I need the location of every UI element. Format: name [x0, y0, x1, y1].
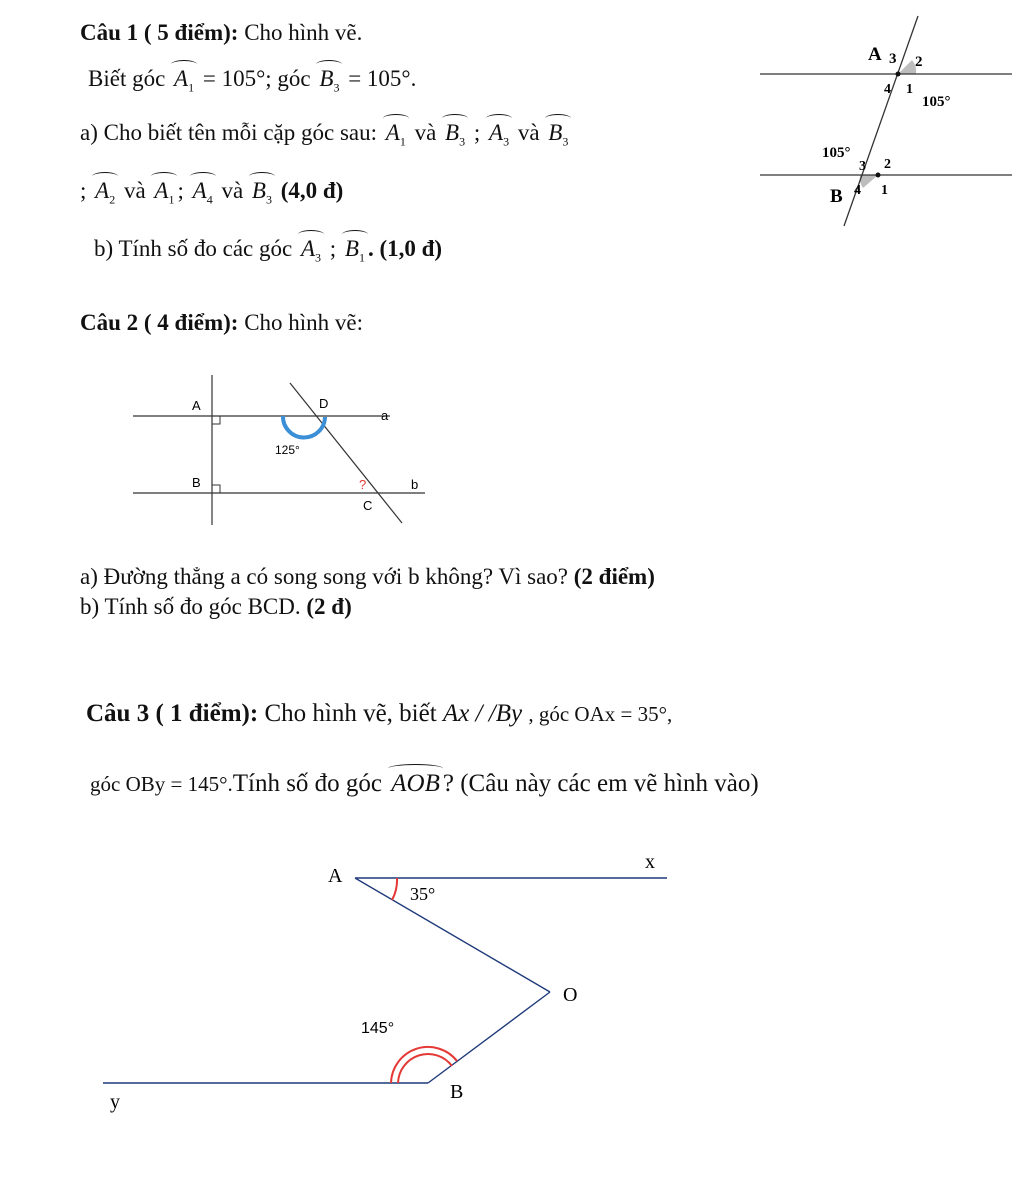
q1-label-A: A	[868, 44, 882, 65]
q3-segment-OB	[428, 992, 550, 1083]
q1-heading	[80, 20, 362, 46]
svg-text:B: B	[192, 475, 201, 490]
q3-line1: Câu 3 ( 1 điểm): Cho hình vẽ, biết Ax / /By , góc OAx = 35°,	[86, 700, 673, 727]
q2-deg: 125°	[275, 443, 300, 457]
svg-text:C: C	[363, 498, 373, 513]
q2-heading	[80, 310, 363, 336]
q2-intro: Cho hình vẽ:	[244, 310, 364, 335]
q3-line2: góc OBy = 145°.Tính số đo góc AOB ? (Câu này các em vẽ hình vào)	[90, 770, 759, 797]
q3-figure	[95, 840, 695, 1130]
svg-text:2: 2	[915, 54, 923, 70]
q2-question-mark: ?	[359, 477, 367, 492]
angle-A1: $A_1$	[171, 66, 197, 96]
q1-figure	[750, 10, 1020, 235]
q1-label-B: B	[830, 186, 843, 207]
q3-arc-35	[392, 878, 397, 900]
q2-figure	[125, 365, 445, 535]
q2-part-a: a) Đường thẳng a có song song với b không? Vì sao? (2 điểm)	[80, 564, 655, 589]
q1-intro: Cho hình vẽ.	[244, 20, 363, 45]
q1-part-b: b) Tính số đo các góc $A_3$ ; $B_1$ . (1,0 đ)	[94, 236, 443, 265]
q1-given: Biết góc $A_1 = 105^\circ$; góc $B_3 = 105^\circ$.	[88, 66, 417, 95]
svg-text:O: O	[563, 984, 578, 1006]
q2-part-b: b) Tính số đo góc BCD. (2 đ)	[80, 594, 352, 619]
svg-text:4: 4	[884, 82, 891, 97]
q2-line-DC	[290, 383, 402, 523]
q3-arc-145-outer	[391, 1047, 457, 1083]
svg-text:a: a	[381, 408, 389, 423]
q1-shade-bottom	[860, 175, 878, 188]
svg-text:3: 3	[889, 51, 897, 67]
q1-deg-top: 105°	[922, 94, 951, 110]
svg-text:1: 1	[906, 82, 913, 97]
svg-text:A: A	[192, 398, 201, 413]
q3-title: Câu 3 ( 1 điểm):	[86, 700, 259, 727]
q3-segment-AO	[355, 878, 550, 992]
q1-part-a-cont: ; $A_2$ và $A_1$ ; $A_4$ và $B_3$ (4,0 đ)	[80, 178, 344, 207]
svg-text:4: 4	[854, 183, 861, 198]
svg-text:3: 3	[859, 159, 866, 174]
svg-text:b: b	[411, 477, 419, 492]
q1-part-a: a) Cho biết tên mỗi cặp góc sau: $A_1$ và $B_3$ ; $A_3$ và $B_3$	[80, 120, 571, 150]
q1-points-a: (4,0 đ)	[280, 178, 344, 203]
q1-shade-top	[898, 60, 916, 74]
q1-deg-bottom: 105°	[822, 145, 851, 161]
svg-text:1: 1	[881, 183, 888, 198]
q3-deg-35: 35°	[410, 884, 436, 904]
angle-AOB: AOB	[388, 770, 443, 798]
q3-arc-145-inner	[398, 1054, 452, 1083]
svg-text:x: x	[645, 851, 655, 873]
svg-text:B: B	[450, 1081, 464, 1103]
svg-text:D: D	[319, 396, 329, 411]
svg-text:2: 2	[884, 157, 891, 172]
angle-B3: $B_3$	[316, 66, 342, 96]
q1-title: Câu 1 ( 5 điểm):	[80, 20, 239, 45]
svg-text:y: y	[110, 1091, 120, 1113]
q3-deg-145: 145°	[361, 1020, 395, 1037]
q2-title: Câu 2 ( 4 điểm):	[80, 310, 239, 335]
svg-text:A: A	[328, 865, 343, 887]
q1-points-b: . (1,0 đ)	[367, 236, 443, 261]
